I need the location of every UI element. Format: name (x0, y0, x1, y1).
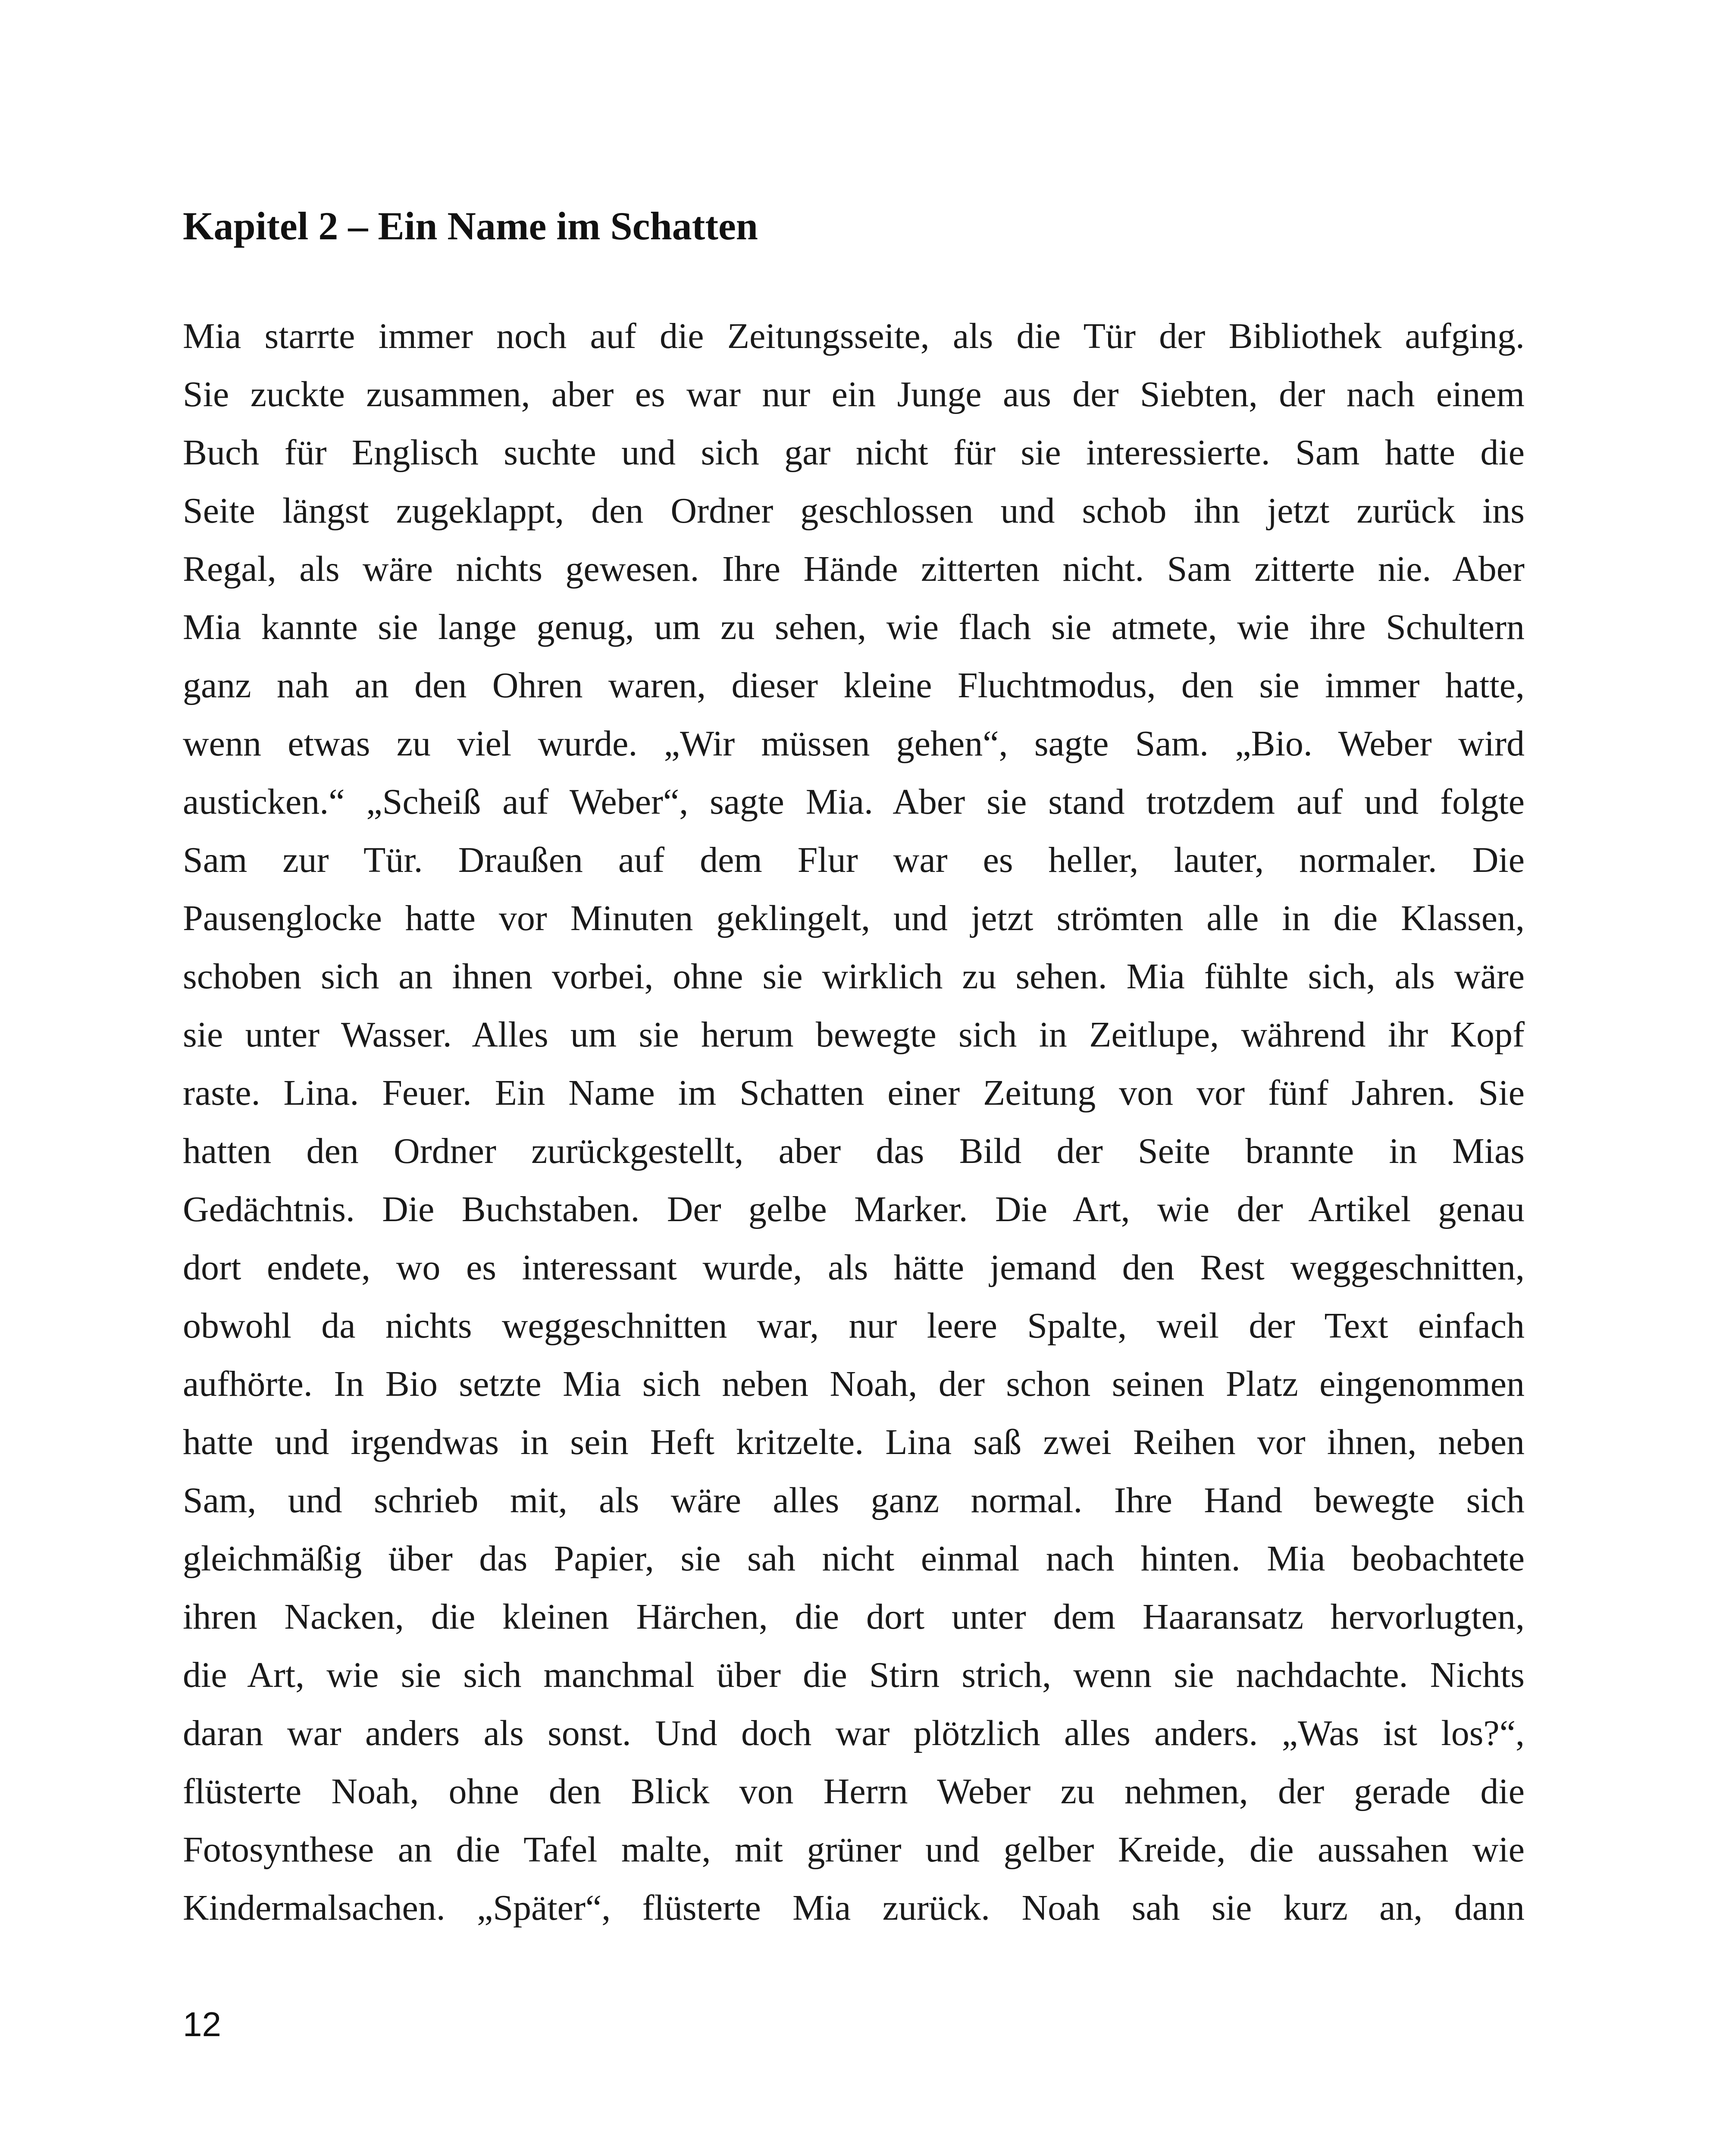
text-line: ganz nah an den Ohren waren, dieser kleine Fluchtmodus, den sie immer hatte, (183, 665, 1525, 705)
text-line: schoben sich an ihnen vorbei, ohne sie wirklich zu sehen. Mia fühlte sich, als wäre (183, 956, 1525, 997)
text-line: Sie zuckte zusammen, aber es war nur ein Junge aus der Siebten, der nach einem (183, 374, 1525, 414)
chapter-title: Kapitel 2 – Ein Name im Schatten (183, 204, 758, 248)
text-line: Gedächtnis. Die Buchstaben. Der gelbe Marker. Die Art, wie der Artikel genau (183, 1189, 1525, 1229)
text-line: Regal, als wäre nichts gewesen. Ihre Hände zitterten nicht. Sam zitterte nie. Aber (183, 549, 1525, 589)
text-line: gleichmäßig über das Papier, sie sah nicht einmal nach hinten. Mia beobachtete (183, 1539, 1525, 1579)
text-line: flüsterte Noah, ohne den Blick von Herrn Weber zu nehmen, der gerade die (183, 1771, 1525, 1811)
text-line: Seite längst zugeklappt, den Ordner geschlossen und schob ihn jetzt zurück ins (183, 491, 1525, 531)
text-line: obwohl da nichts weggeschnitten war, nur leere Spalte, weil der Text einfach (183, 1306, 1525, 1346)
text-line: die Art, wie sie sich manchmal über die Stirn strich, wenn sie nachdachte. Nichts (183, 1655, 1525, 1695)
chapter-body (183, 307, 1525, 1937)
page-number: 12 (183, 2005, 221, 2043)
text-line: raste. Lina. Feuer. Ein Name im Schatten einer Zeitung von vor fünf Jahren. Sie (183, 1073, 1525, 1113)
text-line: sie unter Wasser. Alles um sie herum bewegte sich in Zeitlupe, während ihr Kopf (183, 1015, 1525, 1055)
text-line: Mia kannte sie lange genug, um zu sehen, wie flach sie atmete, wie ihre Schultern (183, 607, 1525, 647)
text-line: Pausenglocke hatte vor Minuten geklingelt, und jetzt strömten alle in die Klassen, (183, 898, 1525, 938)
text-line: Sam, und schrieb mit, als wäre alles ganz normal. Ihre Hand bewegte sich (183, 1480, 1525, 1520)
text-line: Buch für Englisch suchte und sich gar nicht für sie interessierte. Sam hatte die (183, 432, 1525, 473)
text-line: Mia starrte immer noch auf die Zeitungsseite, als die Tür der Bibliothek aufging. (183, 316, 1525, 356)
text-line: aufhörte. In Bio setzte Mia sich neben Noah, der schon seinen Platz eingenommen (183, 1364, 1525, 1404)
text-line: Fotosynthese an die Tafel malte, mit grüner und gelber Kreide, die aussahen wie (183, 1830, 1525, 1870)
text-line: hatten den Ordner zurückgestellt, aber das Bild der Seite brannte in Mias (183, 1131, 1525, 1171)
text-line: wenn etwas zu viel wurde. „Wir müssen gehen“, sagte Sam. „Bio. Weber wird (183, 724, 1525, 764)
text-line: Kindermalsachen. „Später“, flüsterte Mia zurück. Noah sah sie kurz an, dann (183, 1888, 1525, 1928)
text-line: daran war anders als sonst. Und doch war plötzlich alles anders. „Was ist los?“, (183, 1713, 1525, 1753)
text-line: austicken.“ „Scheiß auf Weber“, sagte Mia. Aber sie stand trotzdem auf und folgte (183, 782, 1525, 822)
text-line: Sam zur Tür. Draußen auf dem Flur war es heller, lauter, normaler. Die (183, 840, 1525, 880)
text-line: hatte und irgendwas in sein Heft kritzelte. Lina saß zwei Reihen vor ihnen, neben (183, 1422, 1525, 1462)
text-line: ihren Nacken, die kleinen Härchen, die dort unter dem Haaransatz hervorlugten, (183, 1597, 1525, 1637)
text-line: dort endete, wo es interessant wurde, als hätte jemand den Rest weggeschnitten, (183, 1247, 1525, 1288)
